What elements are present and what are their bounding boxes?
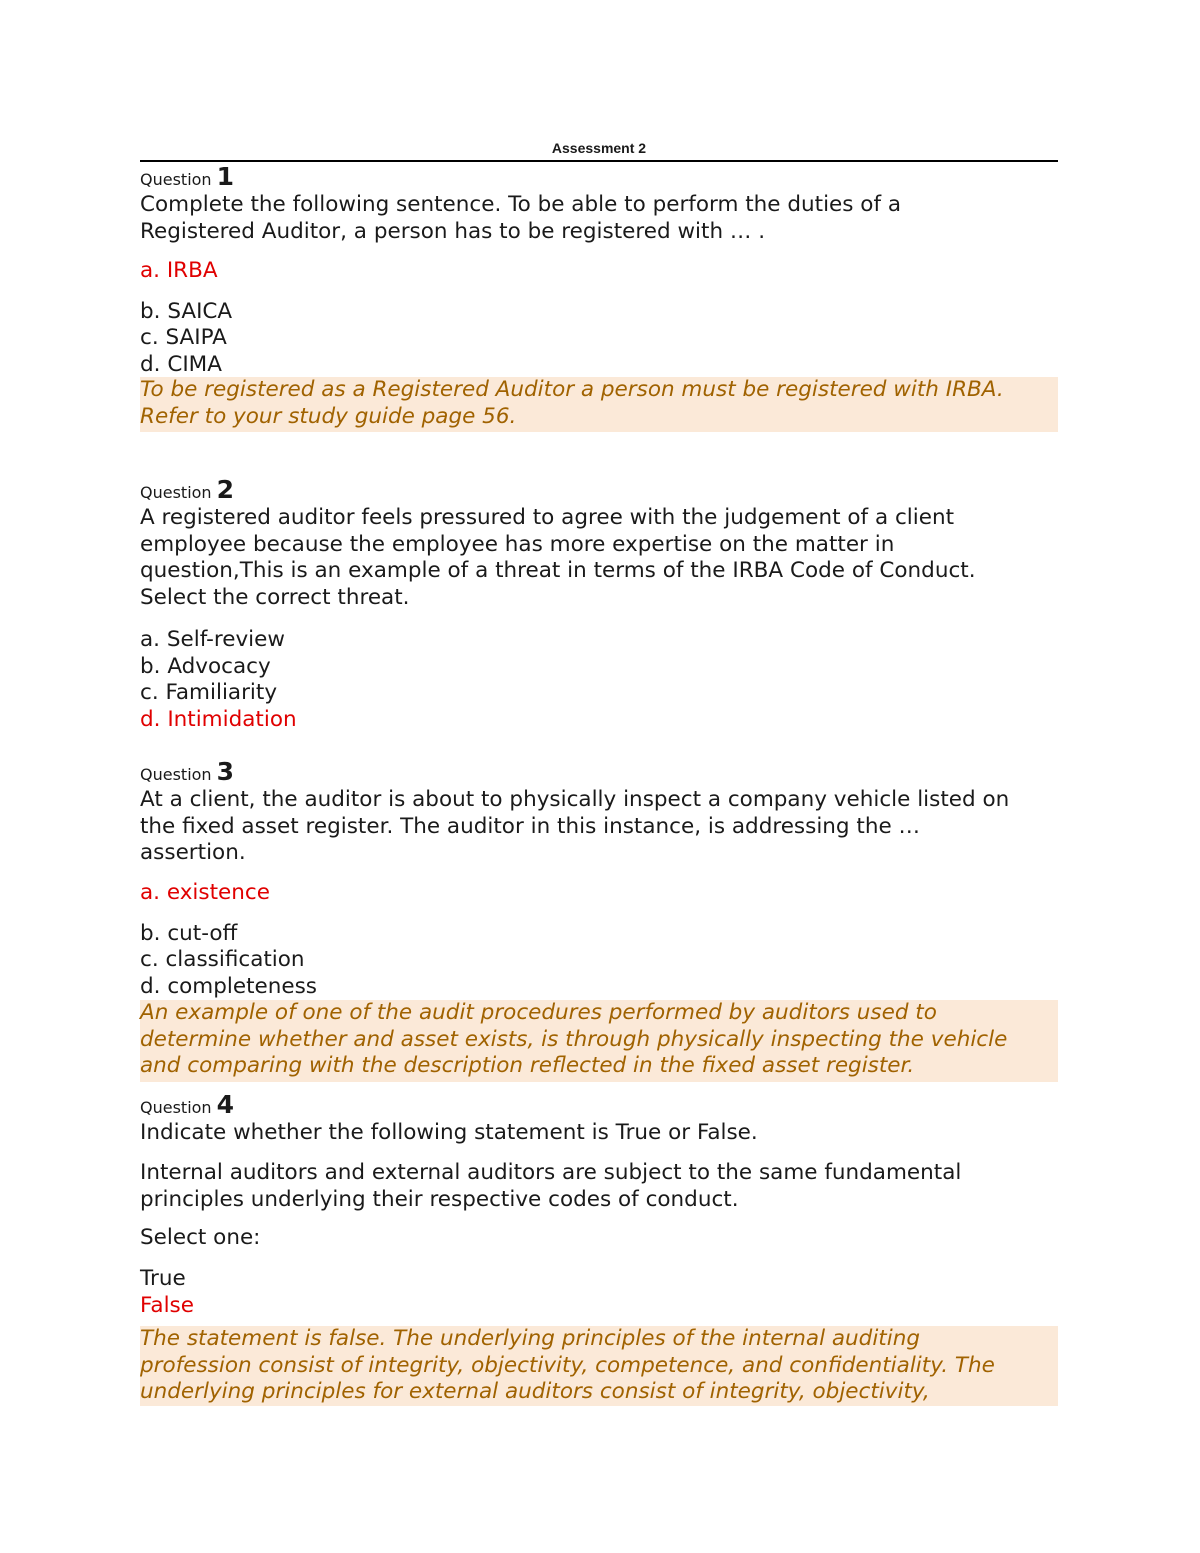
question-text: At a client, the auditor is about to physically inspect a company vehicle listed on the fixed asset register. The auditor in this instance, is addressing the … assertion. [140,787,1010,865]
option-true[interactable]: True [140,1266,186,1291]
select-one-prompt: Select one: [140,1225,261,1250]
question-1 [140,162,1058,245]
feedback-box: An example of one of the audit procedures performed by auditors used to determine whether and asset exists, is through physically inspecting the vehicle and comparing with the description reflected in the fixed asset register. [140,1000,1058,1082]
question-number: 2 [216,475,235,504]
option-c[interactable]: c. SAIPA [140,325,227,350]
question-statement: Internal auditors and external auditors are subject to the same fundamental principles underlying their respective codes of conduct. [140,1160,962,1212]
option-b[interactable]: b. SAICA [140,298,233,324]
feedback-box: To be registered as a Registered Auditor a person must be registered with IRBA. Refer to your study guide page 56. [140,377,1058,432]
question-header [140,475,1058,505]
option-b[interactable]: b. Advocacy [140,653,271,679]
question-4-options [140,1266,1058,1319]
question-label: Question [140,765,212,784]
question-4 [140,1090,1058,1147]
option-c[interactable]: c. Familiarity [140,680,278,705]
title-divider [140,160,1058,162]
option-a[interactable]: a. IRBA [140,258,218,283]
question-3 [140,757,1058,867]
option-d[interactable]: d. Intimidation [140,706,297,732]
option-false[interactable]: False [140,1292,194,1318]
document-title: Assessment 2 [551,140,647,156]
question-text: Indicate whether the following statement is True or False. [140,1120,758,1145]
question-label: Question [140,1098,212,1117]
option-d[interactable]: d. completeness [140,973,317,999]
question-1-options [140,258,1058,378]
question-3-options [140,880,1058,1000]
question-header [140,757,1058,787]
question-label: Question [140,483,212,502]
question-header [140,162,1058,192]
question-number: 1 [216,162,235,191]
option-c[interactable]: c. classification [140,947,305,972]
question-header [140,1090,1058,1120]
question-text: A registered auditor feels pressured to agree with the judgement of a client employee because the employee has more expertise on the matter in question,This is an example of a threat in terms of the IRBA Code of Conduct. Select the correct threat. [140,505,976,610]
option-a[interactable]: a. existence [140,880,270,905]
option-a[interactable]: a. Self-review [140,627,285,652]
question-text: Complete the following sentence. To be able to perform the duties of a Registered Auditor, a person has to be registered with … . [140,192,902,244]
option-b[interactable]: b. cut-off [140,920,238,946]
option-d[interactable]: d. CIMA [140,351,222,377]
question-label: Question [140,170,212,189]
feedback-box: The statement is false. The underlying principles of the internal auditing profession consist of integrity, objectivity, competence, and confidentiality. The underlying principles for external auditors consist of integrity, objectivity, [140,1326,1058,1406]
question-2-options [140,627,1058,733]
question-2 [140,475,1058,611]
question-number: 4 [216,1090,235,1119]
question-number: 3 [216,757,235,786]
